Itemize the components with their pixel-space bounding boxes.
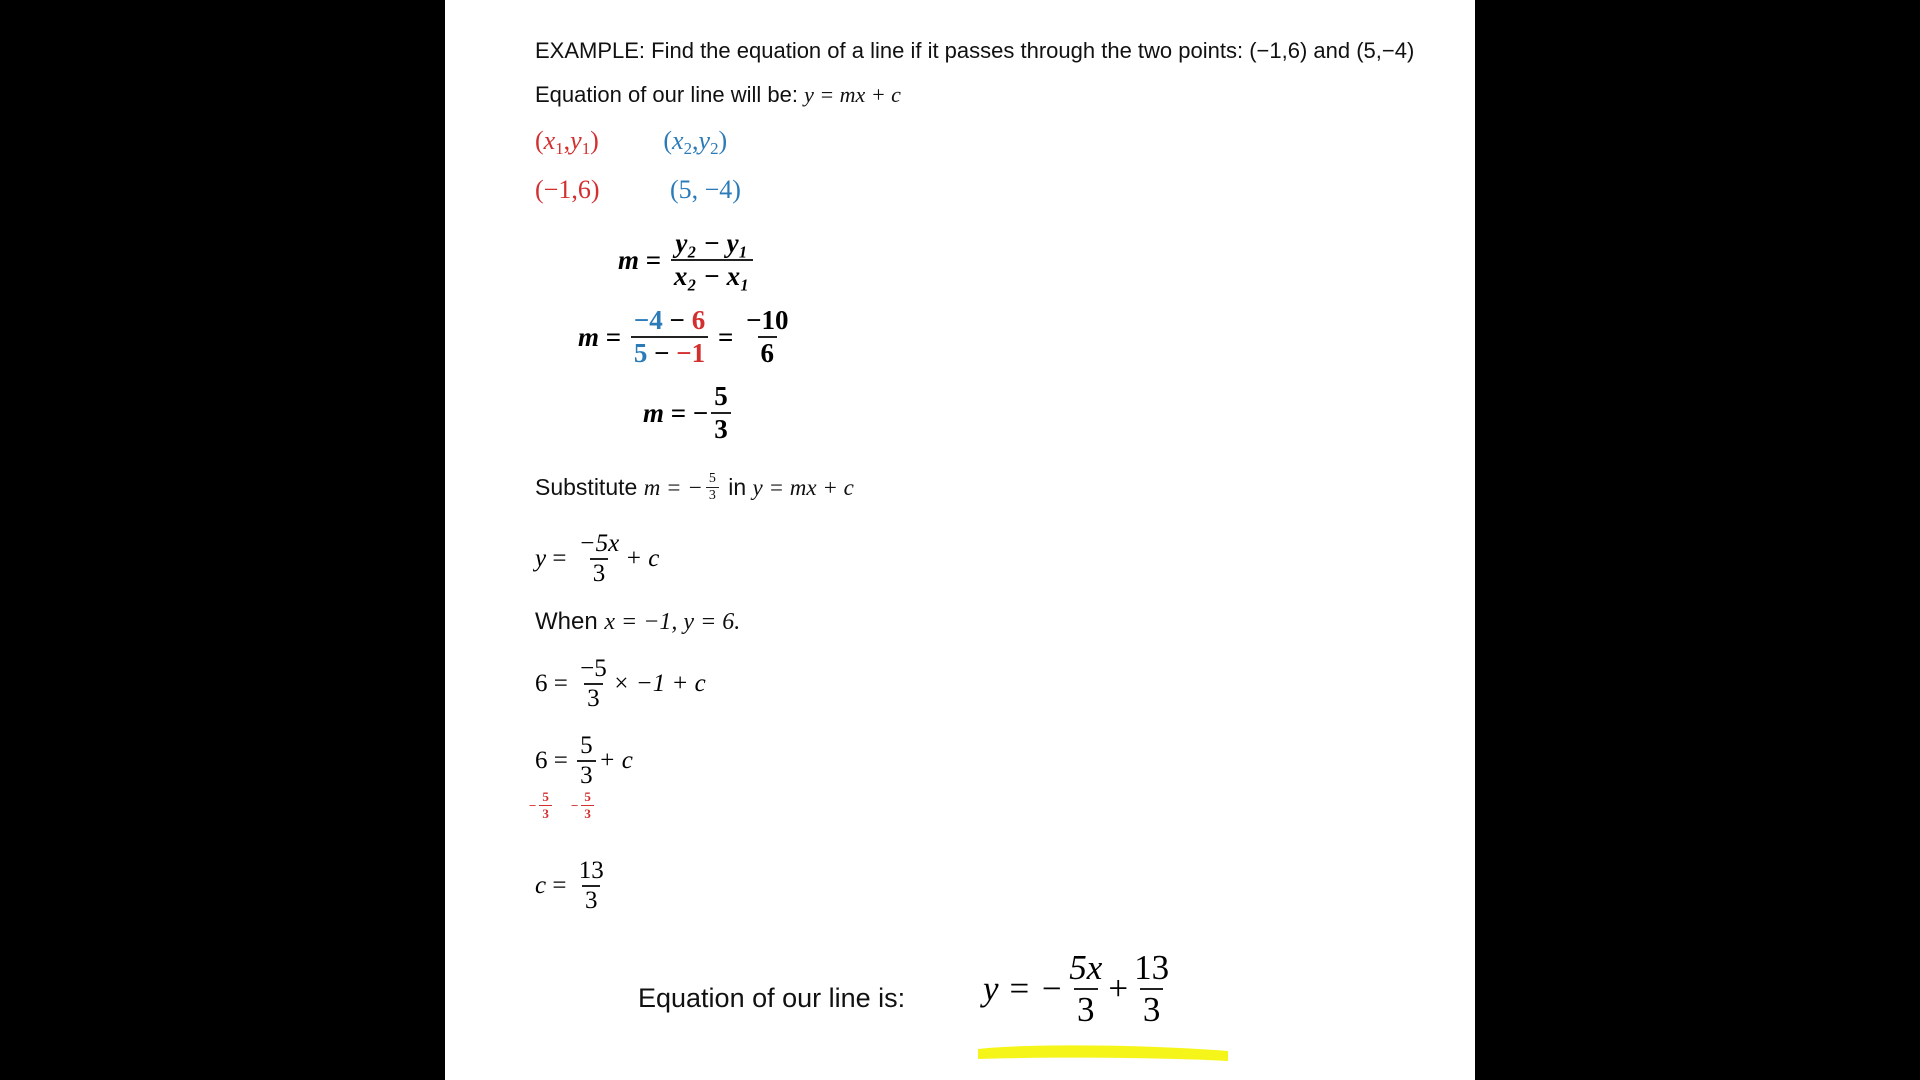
- point-values: [535, 175, 741, 205]
- y-equation-fraction: $\frac{-5x}{3}$: [578, 530, 620, 587]
- gradient-result: m = − $\frac{5}{3}$: [643, 381, 734, 445]
- yellow-highlight: [974, 1037, 1232, 1065]
- document-page: [445, 0, 1475, 1080]
- six-equation-2: 6 = $\frac{5}{3}$ + c: [535, 732, 633, 789]
- point-labels: [535, 126, 727, 159]
- six-equation-1: 6 = $\frac{-5}{3}$ × −1 + c: [535, 655, 706, 712]
- subtract-annotation-left: − $\frac{5}{3}$: [529, 789, 555, 822]
- simplified-fraction: $\frac{-10}{6}$: [746, 305, 789, 368]
- point2-value: (5, −4): [669, 175, 741, 204]
- equation-intro-text: Equation of our line will be:: [535, 82, 798, 107]
- point1-label: $(x_1,y_1)$: [535, 126, 599, 159]
- substitute-fraction: $\frac{5}{3}$: [706, 471, 719, 504]
- final-fraction-1: $\frac{5x}{3}$: [1069, 948, 1103, 1029]
- c-fraction: $\frac{13}{3}$: [578, 857, 604, 914]
- equation-form: y = mx + c: [804, 82, 901, 107]
- final-fraction-2: $\frac{13}{3}$: [1134, 948, 1170, 1029]
- subtract-annotation-right: − $\frac{5}{3}$: [571, 789, 597, 822]
- when-line: When x = −1, y = 6.: [535, 608, 741, 635]
- y-equation: y = $\frac{-5x}{3}$ + c: [535, 530, 660, 587]
- gradient-fraction: $\frac{\text{y₂ − y₁}}{\text{x₂ − x₁}}$: [671, 228, 753, 292]
- final-label: Equation of our line is:: [638, 983, 906, 1013]
- gradient-substituted: m = $\frac{-4 - 6}{5 - -1}$ = $\frac{-10}{6}$: [578, 305, 794, 369]
- substitute-line: Substitute m = − $\frac{5}{3}$ in y = mx + c: [535, 471, 854, 503]
- final-equation: y = − $\frac{5x}{3}$ + $\frac{13}{3}$: [983, 948, 1175, 1030]
- equation-intro: [535, 82, 901, 108]
- substituted-fraction: $\frac{-4 - 6}{5 - -1}$: [631, 305, 708, 369]
- six-eq1-fraction: $\frac{-5}{3}$: [580, 655, 607, 712]
- result-fraction: $\frac{5}{3}$: [711, 381, 731, 445]
- gradient-formula: m = $\frac{\text{y₂ − y₁}}{\text{x₂ − x₁}}$: [618, 228, 756, 292]
- m-symbol: m: [618, 244, 640, 275]
- point1-value: (−1,6): [535, 175, 600, 204]
- c-result: c = $\frac{13}{3}$: [535, 857, 610, 915]
- example-heading: EXAMPLE: Find the equation of a line if it passes through the two points: (−1,6) and (5,−4): [535, 38, 1415, 63]
- point2-label: $(x_2,y_2)$: [663, 126, 728, 159]
- six-eq2-fraction: $\frac{5}{3}$: [577, 732, 596, 790]
